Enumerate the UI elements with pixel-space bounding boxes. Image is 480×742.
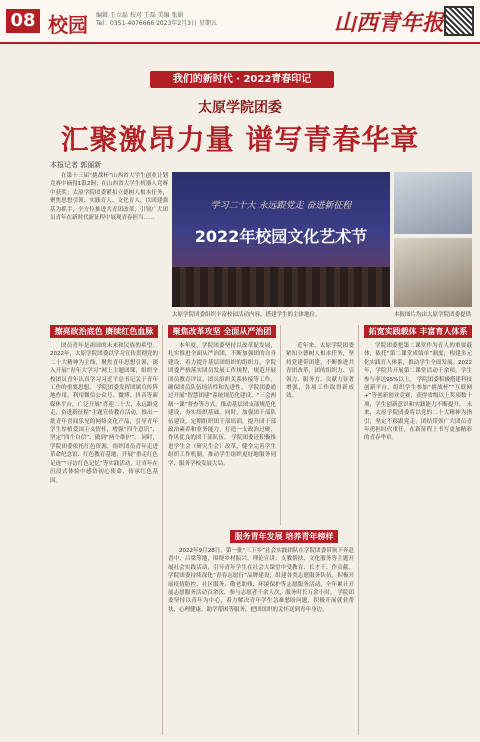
side-photo-2: [394, 238, 472, 307]
byline: 本报记者 郭丽新: [50, 161, 102, 169]
column-divider: [162, 325, 163, 735]
page-number: 08: [6, 9, 40, 33]
subhead-service: 服务青年发展 培养青年榜样: [230, 530, 338, 543]
meta-line-2: Tel：0351-4076666 2023年2月3日 星期五: [96, 20, 217, 27]
column-banner: 我们的新时代 · 2022青春印记: [150, 71, 334, 88]
body-text-2b: 近年来，太原学院团委紧扣立德树人根本任务，坚持党建带团建，不断推进共青团改革，团的组织力、引领力、服务力、贡献力显著增强，各项工作取得新成效。: [286, 343, 354, 400]
subhead-practice: 拓宽实践载体 丰富育人体系: [364, 325, 472, 338]
lead-column: [50, 172, 168, 317]
lead-paragraph: 在第十三届“挑战杯”山西省大学生创业计划竞赛中摘得1银2铜；在山西省大学生机器人竞赛中获奖；太原学院团委紧扣立德树人根本任务，聚焦思想引领、实践育人、文化育人，以团建强基为抓手，全方位推进共青团改革，引领广大团员青年在新时代新征程中展现青春担当……: [50, 173, 168, 222]
body-text-4: 学院团委把第二课堂作为育人的重要载体，依托“第二课堂成绩单”制度，构建多元化实践育人体系，推动学生全面发展。2022年，学院共开展第二课堂活动千余项，学生参与率达95%以上。 学院团委积极搭建科技创新平台，组织学生参加“挑战杯”“互联网+”等创新创业竞赛，获得省级以上奖项数十项，学生创新意识和实践能力不断提升。 未来，太原学院团委将以党的二十大精神为指引，坚定不移跟党走，团结带领广大团员青年勇担时代重任，在新征程上书写更加精彩的青春华章。: [364, 343, 472, 442]
masthead-meta: [96, 12, 217, 28]
body-column-4: [364, 342, 472, 737]
photo-credit: 本报图片均由太原学院团委提供: [394, 312, 472, 318]
body-column-3: [168, 547, 354, 737]
column-divider: [358, 325, 359, 735]
body-column-2: [168, 342, 276, 527]
article-kicker: 太原学院团委: [198, 100, 282, 116]
subhead-reform: 聚焦改革攻坚 全面从严治团: [168, 325, 276, 338]
main-photo: [172, 172, 390, 307]
side-photo-1: [394, 172, 472, 234]
audience-silhouette: [172, 267, 390, 307]
subhead-political: 擦亮政治底色 赓续红色血脉: [50, 325, 158, 338]
section-name: 校园: [48, 13, 88, 37]
qr-code-icon: [444, 6, 474, 36]
body-text-2: 本年度，学院团委坚持以改革促发展，扎实推进全面从严治团，不断加强团的自身建设，着力提升基层团组织的组织力。学院团委严格落实团员发展工作规程，规范开展团员教育评议、团员组织关系转接等工作，确保团员队伍纯洁性和先进性。 学院团委通过开展“智慧团建”系统规范化建设、“三会两制一课”督查等方式，推动基层团支部规范化建设，夯实组织基础。同时，加强团干部队伍建设，定期组织团干部培训，提升团干部政治素养和业务能力，打造一支政治过硬、作风优良的团干部队伍。 学院团委还积极推进学生会（研究生会）改革，健全完善学生组织工作机制，推动学生组织更好地服务同学、服务学校发展大局。: [168, 343, 276, 467]
column-divider: [280, 325, 281, 525]
masthead: [0, 0, 480, 44]
newspaper-logo: 山西青年报: [333, 10, 444, 36]
meta-line-1: 编辑 王立磊 校对 王磊 美编 张娟: [96, 12, 184, 19]
body-text-1: 团员青年是祖国的未来和民族的希望。2022年，太原学院团委以学习宣传贯彻党的二十大精神为主线，聚焦青年思想引领，深入开展“青年大学习”网上主题团课，组织全校团员青年认真学习习近平总书记关于青年工作的重要思想。 学院团委发挥团属宣传阵地作用，利用微信公众号、微博、抖音等新媒体平台，广泛开展“喜迎二十大、永远跟党走、奋进新征程”主题宣传教育活动，推出一批青年喜闻乐见的网络文化产品，引导青年学生厚植爱国主义情怀，增强“四个意识”、坚定“四个自信”、做到“两个维护”。 同时，学院团委依托红色资源，组织团员青年走进革命纪念馆、红色教育基地，开展“重走红色足迹”“寻访红色记忆”等实践活动，让青年在沉浸式体验中感悟初心使命，传承红色基因。: [50, 343, 158, 484]
stage-title: 2022年校园文化艺术节: [194, 227, 368, 246]
body-column-1: [50, 342, 158, 737]
body-text-3: 2022年9月28日，第一批“三下乡”社会实践团队在学院团委带领下奔赴晋中、吕梁等地，围绕乡村振兴、理论宣讲、支教帮扶、文化服务等主题开展社会实践活动，引导青年学生在社会大课堂中受教育、长才干、作贡献。 学院团委持续深化“青春志愿行”品牌建设，组建各类志愿服务队伍，积极开展疫情防控、社区服务、敬老助残、环境保护等志愿服务活动，全年累计开展志愿服务活动百余次，参与志愿者千余人次，服务时长万余小时。 学院团委坚持以青年为中心，着力解决青年学生急难愁盼问题，积极开展就业帮扶、心理健康、助学帮困等服务，把团组织的关怀送到青年身边。: [168, 548, 354, 613]
stage-text: 学习二十大 永远跟党走 奋进新征程: [210, 201, 352, 211]
article-headline: 汇聚激昂力量 谱写青春华章: [60, 123, 420, 156]
photo-caption: 太原学院团委组织丰富校园活动内容，搭建学生的主体地位。: [172, 312, 321, 318]
body-column-2b: [286, 342, 354, 527]
